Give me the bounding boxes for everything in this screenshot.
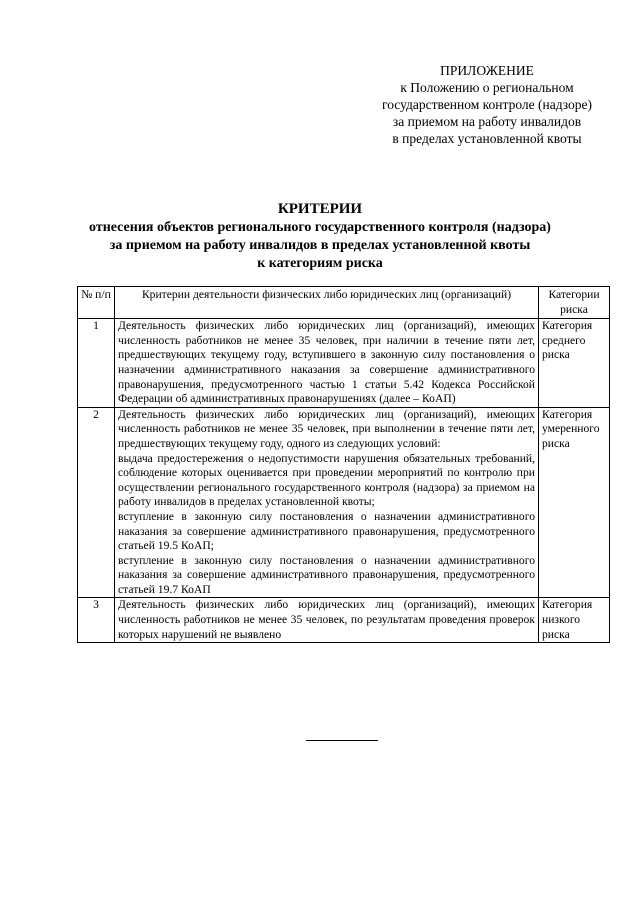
appendix-line: в пределах установленной квоты bbox=[392, 131, 582, 146]
appendix-line: за приемом на работу инвалидов bbox=[392, 114, 582, 129]
criteria-paragraph: Деятельность физических либо юридических лиц (организаций), имеющих численность работников не менее 35 человек, при наличии в течение пяти лет, предшествующих текущему году, вступившего в законную силу постановления о назначении административного наказания за совершение административного правонарушения, предусмотренного частью 1 статьи 5.42 Кодекса Российской Федерации об административных правонарушениях (далее – КоАП) bbox=[118, 319, 535, 406]
header-criteria: Критерии деятельности физических либо юридических лиц (организаций) bbox=[115, 287, 539, 319]
appendix-heading: ПРИЛОЖЕНИЕ bbox=[440, 63, 534, 78]
header-num: № п/п bbox=[78, 287, 115, 319]
title-line: к категориям риска bbox=[257, 256, 383, 271]
row-category: Категория среднего риска bbox=[539, 319, 610, 408]
table-row bbox=[78, 319, 610, 408]
title-line: отнесения объектов регионального государственного контроля (надзора) bbox=[89, 220, 551, 235]
criteria-paragraph: Деятельность физических либо юридических лиц (организаций), имеющих численность работников не менее 35 человек, по результатам проведения проверок которых нарушений не выявлено bbox=[118, 598, 535, 641]
table-row bbox=[78, 407, 610, 598]
criteria-paragraph: вступление в законную силу постановления о назначении административного наказания за совершение административного правонарушения, предусмотренного статьей 19.7 КоАП bbox=[118, 553, 535, 596]
criteria-paragraph: вступление в законную силу постановления о назначении административного наказания за совершение административного правонарушения, предусмотренного статьей 19.5 КоАП; bbox=[118, 509, 535, 553]
title-main: КРИТЕРИИ bbox=[277, 201, 363, 217]
row-num: 3 bbox=[78, 598, 115, 643]
document-title bbox=[60, 200, 580, 273]
row-criteria bbox=[115, 319, 539, 408]
row-criteria bbox=[115, 598, 539, 643]
appendix-block bbox=[362, 62, 612, 147]
row-category: Категория низкого риска bbox=[539, 598, 610, 643]
row-category: Категория умеренного риска bbox=[539, 407, 610, 598]
criteria-paragraph: выдача предостережения о недопустимости нарушения обязательных требований, соблюдение которых оценивается при проведении мероприятий по контролю при осуществлении регионального государственного контроля (надзора) за приемом на работу инвалидов в пределах установленной квоты; bbox=[118, 451, 535, 509]
closing-divider bbox=[306, 740, 378, 741]
table-header-row bbox=[78, 287, 610, 319]
row-num: 1 bbox=[78, 319, 115, 408]
criteria-paragraph: Деятельность физических либо юридических лиц (организаций), имеющих численность работников не менее 35 человек, при выполнении в течение пяти лет, предшествующих текущему году, одного из следующих условий: bbox=[118, 407, 535, 450]
criteria-table bbox=[77, 286, 610, 643]
appendix-line: государственном контроле (надзоре) bbox=[382, 97, 592, 112]
row-criteria bbox=[115, 407, 539, 598]
title-line: за приемом на работу инвалидов в пределах установленной квоты bbox=[109, 238, 531, 253]
header-category: Категории риска bbox=[539, 287, 610, 319]
table-row bbox=[78, 598, 610, 643]
row-num: 2 bbox=[78, 407, 115, 598]
appendix-line: к Положению о региональном bbox=[400, 80, 574, 95]
